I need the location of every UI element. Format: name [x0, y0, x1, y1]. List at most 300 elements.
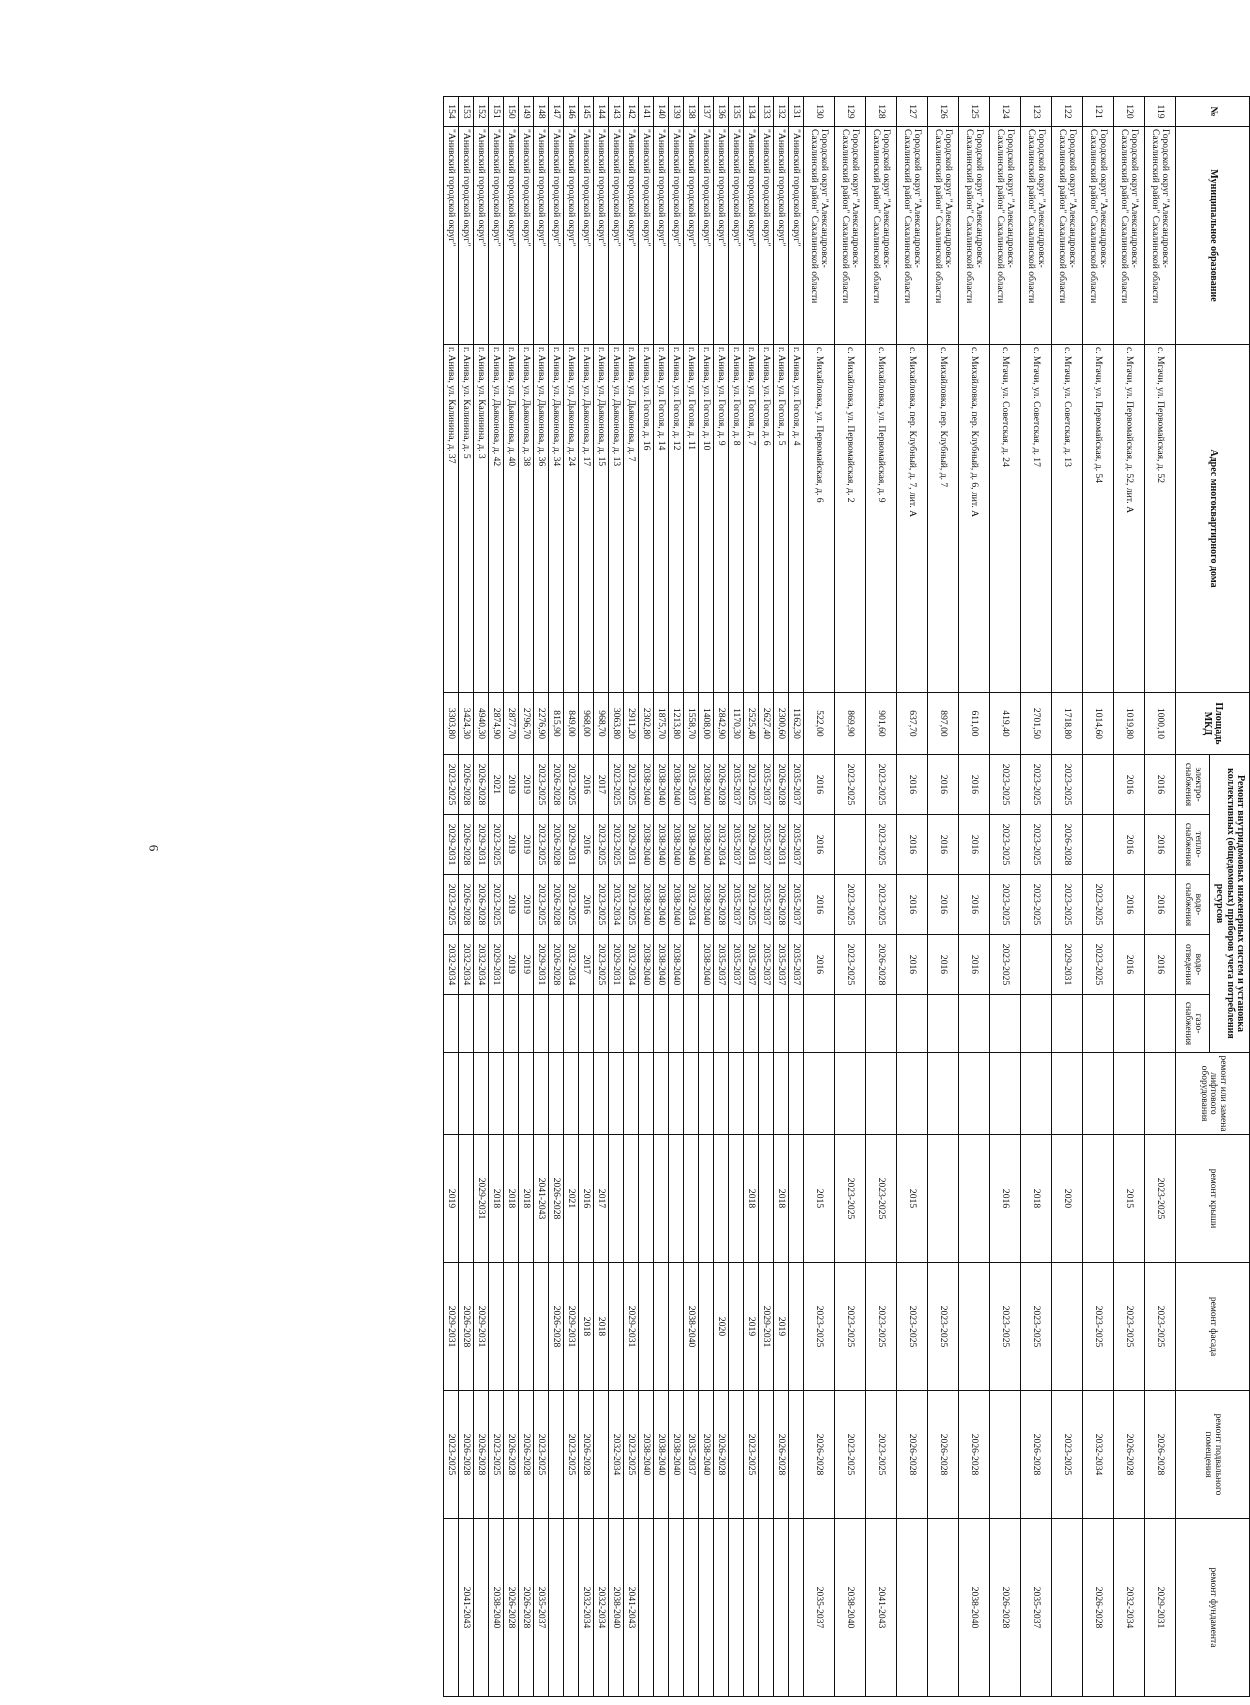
cell-foundation: 2026-2028: [990, 1519, 1021, 1697]
cell-address: г. Анива, ул. Дьяконова, д. 15: [594, 345, 609, 693]
cell-water: 2023-2025: [1083, 875, 1114, 935]
table-row: [714, 97, 729, 1697]
cell-electric: 2023-2025: [444, 755, 459, 815]
cell-foundation: [897, 1519, 928, 1697]
table-body: [444, 97, 1176, 1697]
cell-electric: 2023-2025: [564, 755, 579, 815]
cell-roof: 2019: [444, 1135, 459, 1263]
cell-heat: 2016: [1145, 815, 1176, 875]
cell-elevator: [474, 1053, 489, 1135]
cell-municipality: [699, 127, 714, 345]
cell-water: 2026-2028: [549, 875, 564, 935]
cell-no: 127: [897, 97, 928, 127]
cell-sewer: 2029-2031: [489, 935, 504, 995]
cell-foundation: [639, 1519, 654, 1697]
cell-heat: 2023-2025: [866, 815, 897, 875]
cell-gas: [744, 995, 759, 1053]
header-basement: ремонт подвального помещения: [1176, 1391, 1250, 1519]
cell-gas: [699, 995, 714, 1053]
cell-no: 146: [564, 97, 579, 127]
municipality-line: "Анивский городской округ": [491, 129, 503, 247]
cell-basement: 2026-2028: [1145, 1391, 1176, 1519]
cell-area: 1000,10: [1145, 693, 1176, 755]
cell-sewer: 2029-2031: [1052, 935, 1083, 995]
cell-elevator: [624, 1053, 639, 1135]
cell-gas: [504, 995, 519, 1053]
table-row: [866, 97, 897, 1697]
cell-area: 419,40: [990, 693, 1021, 755]
cell-address: г. Анива, ул. Гоголя, д. 5: [774, 345, 789, 693]
cell-basement: 2023-2025: [444, 1391, 459, 1519]
cell-water: 2023-2025: [624, 875, 639, 935]
cell-roof: 2029-2031: [474, 1135, 489, 1263]
cell-electric: 2026-2028: [459, 755, 474, 815]
cell-basement: 2023-2025: [835, 1391, 866, 1519]
cell-electric: 2021: [489, 755, 504, 815]
cell-basement: 2026-2028: [474, 1391, 489, 1519]
table-row: [624, 97, 639, 1697]
cell-basement: 2026-2028: [959, 1391, 990, 1519]
header-elevator: ремонт или замена лифтового оборудования: [1176, 1053, 1250, 1135]
cell-facade: 2023-2025: [1145, 1263, 1176, 1391]
cell-municipality: [789, 127, 804, 345]
cell-facade: 2023-2025: [866, 1263, 897, 1391]
cell-electric: 2016: [1114, 755, 1145, 815]
cell-facade: 2023-2025: [804, 1263, 835, 1391]
header-facade: ремонт фасада: [1176, 1263, 1250, 1391]
header-engineering-group: Ремонт внутридомовых инженерных систем и установка коллективных (общедомовых) приборов учета потребления ресурсов: [1210, 755, 1250, 1053]
cell-area: 1875,70: [654, 693, 669, 755]
cell-roof: [729, 1135, 744, 1263]
cell-water: 2023-2025: [835, 875, 866, 935]
cell-no: 139: [669, 97, 684, 127]
cell-roof: [699, 1135, 714, 1263]
cell-elevator: [990, 1053, 1021, 1135]
cell-gas: [759, 995, 774, 1053]
cell-address: г. Анива, ул. Дьяконова, д. 17: [579, 345, 594, 693]
cell-roof: [624, 1135, 639, 1263]
cell-sewer: 2032-2034: [564, 935, 579, 995]
cell-electric: 2035-2037: [759, 755, 774, 815]
cell-roof: [714, 1135, 729, 1263]
cell-address: г. Анива, ул. Дьяконова, д. 24: [564, 345, 579, 693]
cell-electric: 2016: [897, 755, 928, 815]
page-number: 6: [146, 844, 162, 852]
cell-area: 1019,80: [1114, 693, 1145, 755]
cell-area: 1408,00: [699, 693, 714, 755]
cell-no: 129: [835, 97, 866, 127]
municipality-line: "Анивский городской округ": [521, 129, 533, 247]
cell-foundation: 2041-2043: [624, 1519, 639, 1697]
cell-electric: 2016: [928, 755, 959, 815]
cell-elevator: [1114, 1053, 1145, 1135]
cell-foundation: 2038-2040: [609, 1519, 624, 1697]
cell-electric: 2016: [804, 755, 835, 815]
cell-roof: 2015: [804, 1135, 835, 1263]
cell-basement: 2023-2025: [624, 1391, 639, 1519]
cell-area: 2302,80: [639, 693, 654, 755]
cell-water: 2026-2028: [474, 875, 489, 935]
cell-area: 2525,40: [744, 693, 759, 755]
cell-roof: [928, 1135, 959, 1263]
cell-sewer: 2038-2040: [699, 935, 714, 995]
cell-sewer: 2038-2040: [669, 935, 684, 995]
cell-area: 869,90: [835, 693, 866, 755]
cell-sewer: 2035-2037: [759, 935, 774, 995]
cell-address: г. Анива, ул. Гоголя, д. 6: [759, 345, 774, 693]
cell-no: 122: [1052, 97, 1083, 127]
cell-gas: [990, 995, 1021, 1053]
cell-gas: [1145, 995, 1176, 1053]
municipality-line: Сахалинский район" Сахалинской области: [1119, 129, 1130, 304]
cell-sewer: 2035-2037: [729, 935, 744, 995]
table-row: [549, 97, 564, 1697]
cell-gas: [714, 995, 729, 1053]
cell-facade: [534, 1263, 549, 1391]
cell-foundation: [474, 1519, 489, 1697]
cell-sewer: 2032-2034: [474, 935, 489, 995]
cell-gas: [789, 995, 804, 1053]
cell-sewer: 2023-2025: [1083, 935, 1114, 995]
cell-elevator: [669, 1053, 684, 1135]
cell-foundation: [699, 1519, 714, 1697]
cell-area: 968,70: [594, 693, 609, 755]
table-row: [519, 97, 534, 1697]
table-row: [579, 97, 594, 1697]
cell-address: г. Анива, ул. Дьяконова, д. 38: [519, 345, 534, 693]
cell-foundation: [564, 1519, 579, 1697]
municipality-line: Сахалинский район" Сахалинской области: [1026, 129, 1037, 304]
cell-no: 124: [990, 97, 1021, 127]
cell-municipality: [1083, 127, 1114, 345]
cell-elevator: [744, 1053, 759, 1135]
cell-water: 2016: [1114, 875, 1145, 935]
table-row: [804, 97, 835, 1697]
cell-basement: 2026-2028: [579, 1391, 594, 1519]
municipality-line: Городской округ "Александровск-: [912, 129, 924, 268]
cell-heat: 2016: [1114, 815, 1145, 875]
cell-electric: 2023-2025: [609, 755, 624, 815]
table-row: [639, 97, 654, 1697]
table-row: [504, 97, 519, 1697]
cell-electric: 2023-2025: [1052, 755, 1083, 815]
cell-facade: 2026-2028: [459, 1263, 474, 1391]
cell-address: г. Анива, ул. Гоголя, д. 4: [789, 345, 804, 693]
cell-no: 141: [639, 97, 654, 127]
cell-water: 2023-2025: [1021, 875, 1052, 935]
cell-gas: [1021, 995, 1052, 1053]
cell-municipality: [534, 127, 549, 345]
municipality-line: "Анивский городской округ": [776, 129, 788, 247]
cell-heat: 2023-2025: [489, 815, 504, 875]
cell-municipality: [744, 127, 759, 345]
cell-area: 3424,30: [459, 693, 474, 755]
cell-elevator: [609, 1053, 624, 1135]
cell-elevator: [729, 1053, 744, 1135]
cell-elevator: [594, 1053, 609, 1135]
municipality-line: "Анивский городской округ": [551, 129, 563, 247]
cell-foundation: [549, 1519, 564, 1697]
cell-water: 2016: [804, 875, 835, 935]
cell-roof: 2018: [1021, 1135, 1052, 1263]
cell-basement: 2023-2025: [866, 1391, 897, 1519]
cell-municipality: [759, 127, 774, 345]
cell-area: 522,00: [804, 693, 835, 755]
municipality-line: "Анивский городской округ": [686, 129, 698, 247]
cell-foundation: [928, 1519, 959, 1697]
header-address: Адрес многоквартирного дома: [1176, 345, 1250, 693]
cell-basement: 2023-2025: [534, 1391, 549, 1519]
cell-no: 138: [684, 97, 699, 127]
cell-heat: 2023-2025: [990, 815, 1021, 875]
cell-heat: 2038-2040: [699, 815, 714, 875]
cell-roof: 2023-2025: [835, 1135, 866, 1263]
cell-municipality: [639, 127, 654, 345]
cell-foundation: 2032-2034: [594, 1519, 609, 1697]
cell-gas: [959, 995, 990, 1053]
table-row: [534, 97, 549, 1697]
cell-electric: 2035-2037: [789, 755, 804, 815]
cell-roof: 2018: [489, 1135, 504, 1263]
cell-address: г. Анива, ул. Дьяконова, д. 34: [549, 345, 564, 693]
cell-no: 131: [789, 97, 804, 127]
cell-gas: [624, 995, 639, 1053]
cell-roof: 2018: [744, 1135, 759, 1263]
municipality-line: Сахалинский район" Сахалинской области: [840, 129, 851, 304]
cell-foundation: 2029-2031: [1145, 1519, 1176, 1697]
table-row: [729, 97, 744, 1697]
cell-sewer: 2016: [897, 935, 928, 995]
table-row: [474, 97, 489, 1697]
cell-basement: 2038-2040: [699, 1391, 714, 1519]
cell-municipality: [959, 127, 990, 345]
cell-roof: 2015: [1114, 1135, 1145, 1263]
cell-area: 2842,90: [714, 693, 729, 755]
cell-electric: 2035-2037: [684, 755, 699, 815]
table-row: [609, 97, 624, 1697]
cell-electric: 2017: [594, 755, 609, 815]
municipality-line: "Анивский городской округ": [716, 129, 728, 247]
cell-gas: [1083, 995, 1114, 1053]
cell-municipality: [594, 127, 609, 345]
cell-foundation: 2038-2040: [835, 1519, 866, 1697]
cell-municipality: [1114, 127, 1145, 345]
cell-elevator: [504, 1053, 519, 1135]
cell-no: 136: [714, 97, 729, 127]
cell-address: г. Анива, ул. Гоголя, д. 8: [729, 345, 744, 693]
cell-facade: 2029-2031: [474, 1263, 489, 1391]
cell-foundation: 2035-2037: [804, 1519, 835, 1697]
cell-gas: [669, 995, 684, 1053]
municipality-line: Сахалинский район" Сахалинской области: [1088, 129, 1099, 304]
cell-electric: 2026-2028: [774, 755, 789, 815]
cell-area: 849,00: [564, 693, 579, 755]
cell-address: г. Анива, ул. Дьяконова, д. 40: [504, 345, 519, 693]
cell-roof: 2016: [579, 1135, 594, 1263]
cell-municipality: [624, 127, 639, 345]
cell-gas: [564, 995, 579, 1053]
cell-sewer: 2038-2040: [654, 935, 669, 995]
cell-water: 2026-2028: [714, 875, 729, 935]
repair-schedule-table: [443, 96, 1250, 1697]
cell-roof: [669, 1135, 684, 1263]
municipality-line: "Анивский городской округ": [596, 129, 608, 247]
cell-area: 2796,70: [519, 693, 534, 755]
cell-heat: 2016: [928, 815, 959, 875]
cell-heat: 2029-2031: [444, 815, 459, 875]
cell-no: 144: [594, 97, 609, 127]
cell-roof: 2018: [519, 1135, 534, 1263]
cell-area: 2300,60: [774, 693, 789, 755]
cell-basement: 2026-2028: [1021, 1391, 1052, 1519]
cell-heat: [835, 815, 866, 875]
cell-address: с. Михайловка, пер. Клубный, д. 7, лит. А: [897, 345, 928, 693]
cell-heat: 2029-2031: [564, 815, 579, 875]
cell-roof: [654, 1135, 669, 1263]
cell-heat: 2016: [959, 815, 990, 875]
cell-address: г. Анива, ул. Дьяконова, д. 7: [624, 345, 639, 693]
cell-heat: 2016: [804, 815, 835, 875]
table-row: [1052, 97, 1083, 1697]
cell-electric: 2023-2025: [534, 755, 549, 815]
table-row: [489, 97, 504, 1697]
cell-roof: 2023-2025: [1145, 1135, 1176, 1263]
cell-facade: 2018: [594, 1263, 609, 1391]
cell-water: 2038-2040: [699, 875, 714, 935]
cell-water: 2038-2040: [639, 875, 654, 935]
cell-gas: [609, 995, 624, 1053]
cell-water: 2032-2034: [684, 875, 699, 935]
cell-foundation: 2038-2040: [489, 1519, 504, 1697]
table-row: [990, 97, 1021, 1697]
cell-electric: 2035-2037: [729, 755, 744, 815]
municipality-line: "Анивский городской округ": [476, 129, 488, 247]
cell-water: 2023-2025: [564, 875, 579, 935]
cell-address: с. Мгачи, ул. Первомайская, д. 52: [1145, 345, 1176, 693]
cell-no: 132: [774, 97, 789, 127]
cell-municipality: [579, 127, 594, 345]
cell-facade: 2023-2025: [1021, 1263, 1052, 1391]
cell-area: 815,90: [549, 693, 564, 755]
cell-heat: 2019: [519, 815, 534, 875]
cell-municipality: [684, 127, 699, 345]
cell-sewer: 2032-2034: [444, 935, 459, 995]
cell-sewer: 2017: [579, 935, 594, 995]
cell-elevator: [444, 1053, 459, 1135]
header-municipality: Муниципальное образование: [1176, 127, 1250, 345]
cell-area: 611,00: [959, 693, 990, 755]
cell-foundation: [684, 1519, 699, 1697]
cell-no: 125: [959, 97, 990, 127]
cell-water: 2019: [519, 875, 534, 935]
cell-facade: [789, 1263, 804, 1391]
cell-address: г. Анива, ул. Дьяконова, д. 42: [489, 345, 504, 693]
header-heat: тепло-снабжения: [1176, 815, 1210, 875]
cell-basement: 2023-2025: [489, 1391, 504, 1519]
cell-roof: 2023-2025: [866, 1135, 897, 1263]
cell-basement: [549, 1391, 564, 1519]
cell-gas: [519, 995, 534, 1053]
cell-elevator: [928, 1053, 959, 1135]
cell-heat: 2029-2031: [744, 815, 759, 875]
cell-municipality: [1052, 127, 1083, 345]
cell-roof: 2016: [990, 1135, 1021, 1263]
cell-heat: 2038-2040: [684, 815, 699, 875]
cell-electric: 2016: [579, 755, 594, 815]
header-area: Площадь МКД: [1176, 693, 1250, 755]
cell-basement: 2026-2028: [519, 1391, 534, 1519]
cell-water: 2035-2037: [789, 875, 804, 935]
cell-foundation: [1052, 1519, 1083, 1697]
cell-elevator: [835, 1053, 866, 1135]
table-row: [459, 97, 474, 1697]
cell-sewer: 2038-2040: [639, 935, 654, 995]
municipality-line: Сахалинский район" Сахалинской области: [902, 129, 913, 304]
cell-roof: 2020: [1052, 1135, 1083, 1263]
cell-area: 2627,40: [759, 693, 774, 755]
cell-electric: 2026-2028: [474, 755, 489, 815]
cell-elevator: [774, 1053, 789, 1135]
cell-water: 2016: [928, 875, 959, 935]
municipality-line: Сахалинский район" Сахалинской области: [933, 129, 944, 304]
cell-municipality: [714, 127, 729, 345]
cell-sewer: 2019: [504, 935, 519, 995]
municipality-line: "Анивский городской округ": [641, 129, 653, 247]
cell-elevator: [759, 1053, 774, 1135]
cell-heat: 2029-2031: [774, 815, 789, 875]
cell-facade: 2023-2025: [897, 1263, 928, 1391]
cell-electric: 2023-2025: [835, 755, 866, 815]
cell-sewer: 2023-2025: [990, 935, 1021, 995]
cell-sewer: 2023-2025: [835, 935, 866, 995]
cell-no: 150: [504, 97, 519, 127]
cell-foundation: [774, 1519, 789, 1697]
cell-roof: [959, 1135, 990, 1263]
cell-electric: 2019: [504, 755, 519, 815]
cell-facade: [489, 1263, 504, 1391]
table-row: [744, 97, 759, 1697]
cell-electric: 2023-2025: [990, 755, 1021, 815]
table-row: [928, 97, 959, 1697]
cell-elevator: [519, 1053, 534, 1135]
table-row: [774, 97, 789, 1697]
cell-water: 2023-2025: [489, 875, 504, 935]
cell-heat: 2029-2031: [474, 815, 489, 875]
cell-basement: 2026-2028: [897, 1391, 928, 1519]
cell-heat: 2029-2031: [624, 815, 639, 875]
cell-electric: 2038-2040: [699, 755, 714, 815]
municipality-line: Городской округ "Александровск-: [1129, 129, 1141, 268]
cell-roof: [789, 1135, 804, 1263]
cell-address: г. Анива, ул. Гоголя, д. 9: [714, 345, 729, 693]
table-row: [1021, 97, 1052, 1697]
municipality-line: Сахалинский район" Сахалинской области: [995, 129, 1006, 304]
cell-area: 3063,80: [609, 693, 624, 755]
cell-sewer: 2016: [959, 935, 990, 995]
cell-elevator: [789, 1053, 804, 1135]
cell-municipality: [774, 127, 789, 345]
cell-facade: [504, 1263, 519, 1391]
cell-gas: [549, 995, 564, 1053]
cell-elevator: [1052, 1053, 1083, 1135]
municipality-line: "Анивский городской округ": [701, 129, 713, 247]
cell-no: 140: [654, 97, 669, 127]
cell-heat: 2035-2037: [729, 815, 744, 875]
cell-gas: [459, 995, 474, 1053]
cell-address: с. Мгачи, ул. Советская, д. 13: [1052, 345, 1083, 693]
cell-facade: [669, 1263, 684, 1391]
cell-electric: 2016: [1145, 755, 1176, 815]
